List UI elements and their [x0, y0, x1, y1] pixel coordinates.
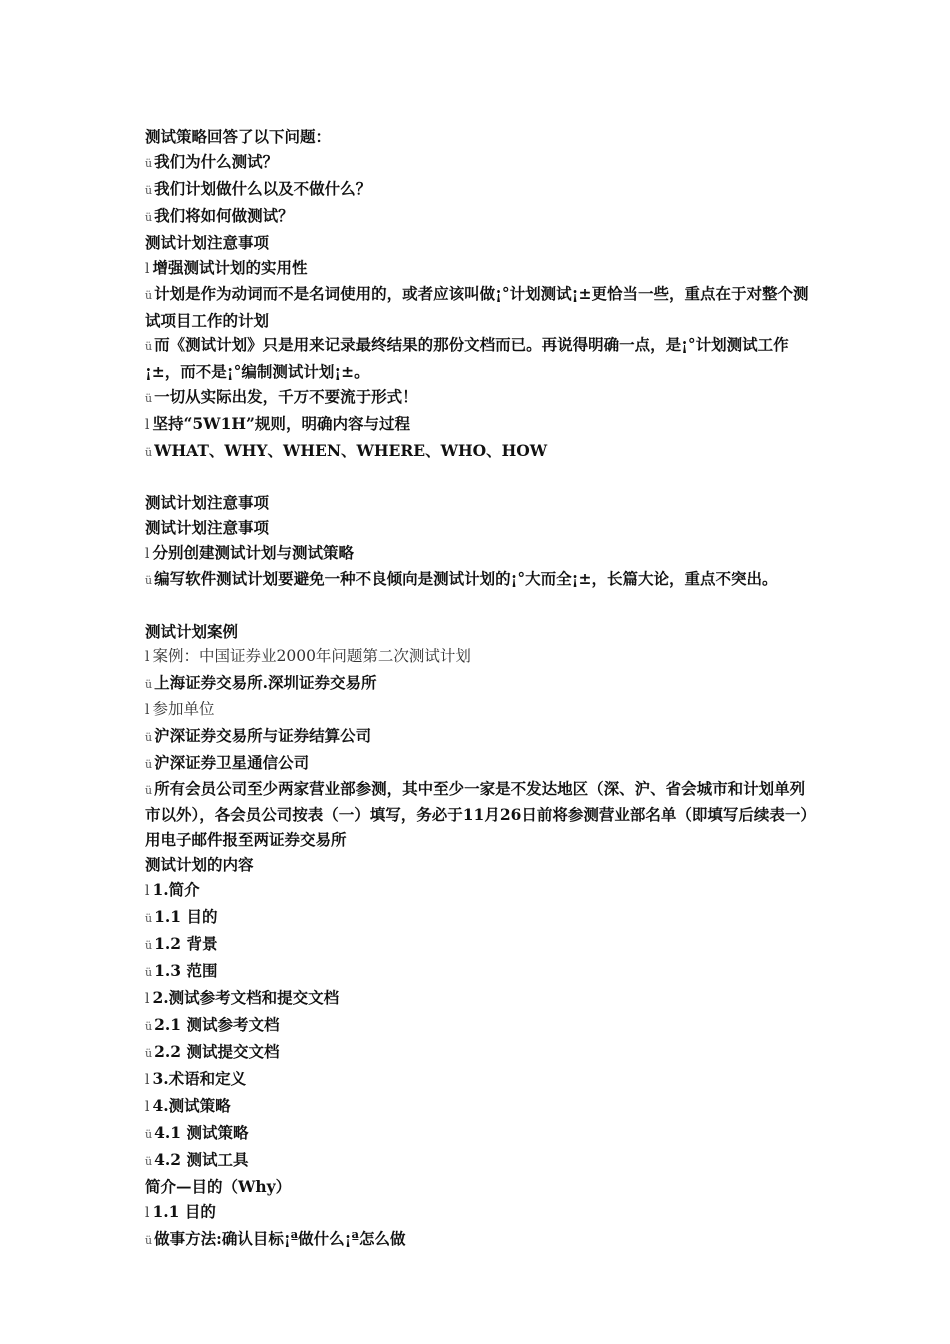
- bullet-marker: ü: [145, 574, 153, 587]
- list-item: ü 我们为什么测试？: [145, 152, 279, 171]
- bullet-marker: ü: [145, 446, 153, 459]
- list-item: l 参加单位: [145, 699, 215, 718]
- bullet-marker: ü: [145, 1128, 153, 1141]
- list-item: ü 沪深证券交易所与证券结算公司: [145, 725, 372, 745]
- bullet-marker: ü: [145, 289, 153, 302]
- bullet-marker: ü: [145, 1020, 153, 1033]
- list-item: l 案例：中国证券业2000年问题第二次测试计划: [145, 646, 471, 665]
- bullet-marker: ü: [145, 677, 153, 691]
- list-item: ü WHAT、WHY、WHEN、WHERE、WHO、HOW: [145, 441, 548, 460]
- bullet-marker: ü: [145, 783, 153, 797]
- list-item: l 1.1 目的: [145, 1202, 216, 1221]
- section-heading: 测试计划注意事项: [145, 493, 270, 512]
- list-item: ü 沪深证券卫星通信公司: [145, 752, 310, 772]
- bullet-marker: l: [145, 1072, 150, 1088]
- bullet-marker: ü: [145, 157, 153, 170]
- bullet-marker: ü: [145, 730, 153, 744]
- list-item: l 分别创建测试计划与测试策略: [145, 543, 354, 562]
- list-item: ü 4.1 测试策略: [145, 1123, 249, 1142]
- list-item: l 坚持“5W1H”规则，明确内容与过程: [145, 414, 410, 433]
- bullet-marker: l: [145, 701, 150, 718]
- bullet-marker: ü: [145, 184, 153, 197]
- paragraph: 测试策略回答了以下问题：: [145, 127, 332, 146]
- list-item: l 4.测试策略: [145, 1096, 231, 1115]
- bullet-marker: ü: [145, 966, 153, 979]
- bullet-marker: ü: [145, 1155, 153, 1168]
- list-item: ü 我们计划做什么以及不做什么？: [145, 179, 372, 198]
- bullet-marker: ü: [145, 912, 153, 925]
- bullet-marker: ü: [145, 939, 153, 952]
- list-item: l 2.测试参考文档和提交文档: [145, 988, 340, 1007]
- list-item: ü 所有会员公司至少两家营业部参测，其中至少一家是不发达地区（深、沪、省会城市和计划单列市以外），各会员公司按表（一）填写，务必于11月26日前将参测营业部名单（即填写后续表一）用电子邮件报至两证券交易所: [145, 778, 809, 849]
- list-item: ü 1.3 范围: [145, 961, 218, 980]
- bullet-marker: l: [145, 261, 150, 277]
- section-heading: 测试计划的内容: [145, 855, 254, 874]
- list-item: ü 上海证券交易所.深圳证券交易所: [145, 672, 377, 692]
- bullet-marker: l: [145, 1205, 150, 1221]
- bullet-marker: ü: [145, 392, 153, 405]
- list-item: l 增强测试计划的实用性: [145, 258, 308, 277]
- bullet-marker: l: [145, 648, 150, 665]
- blank-line: [145, 465, 815, 490]
- list-item: ü 编写软件测试计划要避免一种不良倾向是测试计划的¡°大而全¡±，长篇大论，重点不突出。: [145, 569, 778, 588]
- bullet-marker: l: [145, 546, 150, 562]
- section-heading: 测试计划案例: [145, 621, 239, 641]
- list-item: ü 我们将如何做测试？: [145, 206, 294, 225]
- section-heading: 简介—目的（Why）: [145, 1177, 292, 1196]
- list-item: ü 1.2 背景: [145, 934, 218, 953]
- list-item: ü 一切从实际出发，千万不要流于形式！: [145, 387, 418, 406]
- list-item: ü 4.2 测试工具: [145, 1150, 249, 1169]
- bullet-marker: l: [145, 991, 150, 1007]
- list-item: ü 计划是作为动词而不是名词使用的，或者应该叫做¡°计划测试¡±更恰当一些，重点在于对整个测试项目工作的计划: [145, 284, 809, 330]
- list-item: ü 2.1 测试参考文档: [145, 1015, 280, 1034]
- list-item: l 3.术语和定义: [145, 1069, 247, 1088]
- list-item: ü 而《测试计划》只是用来记录最终结果的那份文档而已。再说得明确一点，是¡°计划测试工作¡±，而不是¡°编制测试计划¡±。: [145, 335, 789, 381]
- section-heading: 测试计划注意事项: [145, 518, 270, 537]
- list-item: ü 做事方法:确认目标¡ª做什么¡ª怎么做: [145, 1229, 406, 1248]
- document-body: [145, 124, 815, 1253]
- bullet-marker: ü: [145, 340, 153, 353]
- bullet-marker: ü: [145, 1047, 153, 1060]
- list-item: l 1.简介: [145, 880, 200, 899]
- bullet-marker: ü: [145, 1234, 153, 1247]
- bullet-marker: ü: [145, 211, 153, 224]
- blank-line: [145, 594, 815, 619]
- bullet-marker: l: [145, 1099, 150, 1115]
- bullet-marker: l: [145, 417, 150, 433]
- bullet-marker: l: [145, 883, 150, 899]
- section-heading: 测试计划注意事项: [145, 233, 270, 252]
- list-item: ü 2.2 测试提交文档: [145, 1042, 280, 1061]
- list-item: ü 1.1 目的: [145, 907, 218, 926]
- bullet-marker: ü: [145, 757, 153, 771]
